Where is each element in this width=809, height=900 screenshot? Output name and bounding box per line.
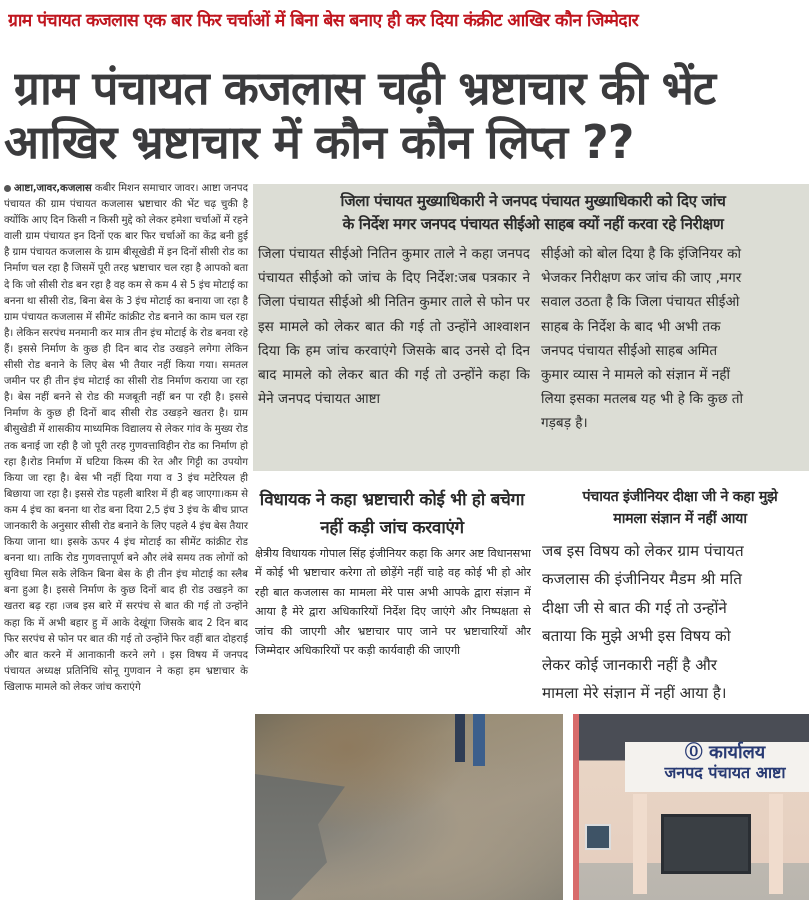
dateline: आष्टा,जावर,कजलास <box>14 183 92 194</box>
kicker-headline: ग्राम पंचायत कजलास एक बार फिर चर्चाओं में बिना बेस बनाए ही कर दिया कंक्रीट आखिर कौन जिम्मेदार <box>8 11 639 31</box>
text-line: मामला मेरे संज्ञान में नहीं आया है। <box>542 684 727 703</box>
text-line: सवाल उठता है कि जिला पंचायत सीईओ <box>541 294 740 311</box>
text-line: गड़बड़ है। <box>541 415 588 432</box>
person-leg <box>455 714 465 762</box>
engineer-story-body <box>542 537 809 707</box>
main-headline-line2: आखिर भ्रष्टाचार में कौन कौन लिप्त ?? <box>4 115 634 169</box>
main-headline-line1: ग्राम पंचायत कजलास चढ़ी भ्रष्टाचार की भेंट <box>14 61 716 115</box>
mla-story-body: क्षेत्रीय विधायक गोपाल सिंह इंजीनियर कहा कि अगर अष्ट विधानसभा में कोई भी भ्रष्टाचार करेगा तो छोड़ेंगे नहीं चाहे वह कोई भी हो ओर रही बात कजलास का मामला मेरे पास अभी आपके द्वारा संज्ञान में आया है मेरे द्वारा अधिकारियों निर्देश दिए जाएंगे और निष्पक्षता से जांच की जाएगी और भ्रष्टाचार पाए जाने पर भ्रष्टाचारियों और जिम्मेदार अधिकारियों पर कड़ी कार्यवाही की जाएगी <box>255 547 531 658</box>
main-story-column <box>4 181 248 696</box>
ceo-title-line1: जिला पंचायत मुख्याधिकारी ने जनपद पंचायत मुख्याधिकारी को दिए जांच <box>340 192 726 210</box>
person-leg <box>473 714 485 766</box>
text-line: जब इस विषय को लेकर ग्राम पंचायत <box>542 542 744 560</box>
engineer-story-title <box>540 486 809 530</box>
janpad-office-photo <box>573 714 809 900</box>
engineer-title-line2: मामला संज्ञान में नहीं आया <box>613 511 747 527</box>
ceo-story-title <box>253 190 809 236</box>
text-line: लिया इसका मतलब यह भी हे कि कुछ तो <box>541 391 743 408</box>
broken-road-photo <box>255 714 563 900</box>
pillar <box>633 794 647 894</box>
text-line: सीईओ को बोल दिया है कि इंजिनियर को <box>541 246 742 262</box>
window <box>585 824 611 850</box>
source-credit: कबीर मिशन समाचार जावर। <box>91 183 199 194</box>
engineer-title-line1: पंचायत इंजीनियर दीक्षा जी ने कहा मुझे <box>582 489 778 505</box>
text-line: जनपद पंचायत सीईओ साहब अमित <box>541 342 718 359</box>
text-line: बताया कि मुझे अभी इस विषय को <box>542 627 731 646</box>
pillar <box>769 794 783 894</box>
bullet-icon <box>4 185 11 192</box>
ceo-story-col2 <box>541 242 809 436</box>
office-door <box>661 814 751 874</box>
sign-line2: जनपद पंचायत आष्टा <box>664 763 786 782</box>
ceo-title-line2: के निर्देश मगर जनपद पंचायत सीईओ साहब क्यों नहीं करवा रहे निरीक्षण <box>342 215 724 233</box>
mla-story-title: विधायक ने कहा भ्रष्टाचारी कोई भी हो बचेगा नहीं कड़ी जांच करवाएंगे <box>259 490 525 538</box>
text-line: लेकर कोई जानकारी नहीं है और <box>542 655 717 674</box>
text-line: कजलास की इंजीनियर मैडम श्री मति <box>542 570 742 589</box>
main-story-body: आष्टा जनपद पंचायत की ग्राम पंचायत कजलास भ्रष्टाचार की भेंट चढ़ चुकी है क्योंकि आए दिन किसी न किसी मुद्दे को लेकर हमेशा चर्चाओं में रहने वाली ग्राम पंचायत इन दिनों एक बार फिर चर्चाओं का केंद्र बनी हुई है ग्राम पंचायत कजलास के ग्राम बीसूखेडी में इन दिनों सीसी रोड का निर्माण चल रहा है जिसमें पूरी तरह भ्रष्टाचार चल रहा है आपको बता दे कि जो सीसी रोड बन रहा है वह कम से कम 4 से 5 इंच मोटाई का बनना था सीसी रोड, बिना बेस के 3 इंच मोटाई का बनाया जा रहा है ग्राम पंचायत कजलास में सीमेंट कांक्रीट रोड बनाने का काम चल रहा है। लेकिन सरपंच मनमानी कर मात्र तीन इंच मोटाई के रोड बनवा रहे हैं। इससे निर्माण के कुछ ही दिन बाद रोड उखड़ने लगेगा लेकिन सीसी रोड बनाने के लिए बेस भी तैयार नहीं किया गया। समतल जमीन पर ही तीन इंच मोटाई का सीसी रोड निर्माण कराया जा रहा है। बेस नहीं बनने से रोड की मजबूती नहीं बन पा रही है। इससे निर्माण के कुछ ही दिनों बाद सीसी रोड उखड़ने खतरा है। ग्राम बीसुखेडी में शासकीय माध्यमिक विद्यालय से लेकर गांव के मुख्य रोड तक बनाई जा रही है जो पूरी तरह गुणवत्ताविहीन रोड का निर्माण हो रहा है।रोड निर्माण में घटिया किस्म की रेत और गिट्टी का उपयोग किया जा रहा है। बेस भी नहीं दिया गया व 3 इंच मटेरियल ही बिछाया जा रहा है। इससे रोड पहली बारिश में ही बह जाएगा।कम से कम 4 इंच का बनना था रोड बना दिया 2,5 इंच 3 इंच के बीच प्राप्त जानकारी के अनुसार सीसी रोड बनाने के लिए पहले 4 इंच बेस तैयार किया जाना था। इसके ऊपर 4 इंच मोटाई का सीमेंट कांक्रीट रोड बनना था। ताकि रोड गुणवत्तापूर्ण बने और लंबे समय तक लोगों को सुविधा मिल सके लेकिन बिना बेस के ही तीन इंच मोटाई का स्लैब बना हुआ है। इससे निर्माण के कुछ दिनों बाद ही रोड उखड़ने का खतरा बढ़ रहा ।जब इस बारे में सरपंच से बात की गई तो उन्होंने कहा कि में अभी बहार हु में आके देखूंगा जिसके बाद 2 दिन बाद फिर सरपंच से फोन पर बात की गई तो उन्होंने फिर वहीं बात दोहराई और बात करने में आनाकानी करने लगे । इस विषय में जनपद पंचायत अध्यक्ष प्रतिनिधि सोनू गुणवान ने कहा हम भ्रष्टाचार के खिलाफ मामले को लेकर जांच कराएंगे <box>4 183 248 693</box>
text-line: भेजकर निरीक्षण कर जांच की जाए ,मगर <box>541 270 742 287</box>
sign-line1: ⓪ कार्यालय <box>684 742 766 763</box>
text-line: साहब के निर्देश के बाद भी अभी तक <box>541 318 721 335</box>
ceo-story-col1: जिला पंचायत सीईओ नितिन कुमार ताले ने कहा जनपद पंचायत सीईओ को जांच के दिए निर्देश:जब पत्रकार ने जिला पंचायत सीईओ श्री नितिन कुमार ताले से फोन पर इस मामले को लेकर बात की गई तो उन्होंने आश्वाशन दिया कि हम जांच करवाएंगे जिसके बाद उनसे दो दिन बाद मामले को लेकर बात की गई तो उन्होंने कहा कि मेने जनपद पंचायत आष्टा <box>258 246 530 408</box>
asphalt-patch <box>255 774 345 900</box>
office-signboard <box>625 742 809 792</box>
wall-edge <box>573 714 579 900</box>
text-line: कुमार व्यास ने मामले को संज्ञान में नहीं <box>541 367 731 384</box>
text-line: दीक्षा जी से बात की गई तो उन्होंने <box>542 598 727 617</box>
